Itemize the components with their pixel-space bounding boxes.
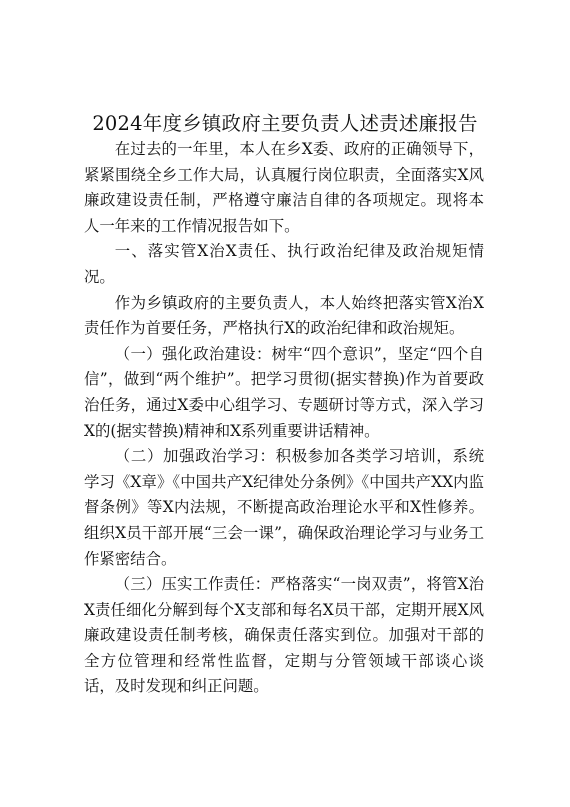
section-heading-one: 一、落实管X治X责任、执行政治纪律及政治规矩情况。 — [84, 242, 484, 286]
paragraph-political-study: （二）加强政治学习：积极参加各类学习培训，系统学习《X章》《中国共产X纪律处分条例》《中国共产XX内监督条例》等X内法规，不断提高政治理论水平和X性修养。组织X员干部开展“三会一课”，确保政治理论学习与业务工作紧密结合。 — [84, 447, 484, 568]
document-title: 2024年度乡镇政府主要负责人述责述廉报告 — [92, 112, 478, 135]
paragraph-political-building: （一）强化政治建设：树牢“四个意识”，坚定“四个自信”，做到“两个维护”。把学习贯彻(据实替换)作为首要政治任务，通过X委中心组学习、专题研讨等方式，深入学习X的(据实替换)精神和X系列重要讲话精神。 — [84, 344, 484, 440]
paragraph-work-responsibility: （三）压实工作责任：严格落实“一岗双责”，将管X治X责任细化分解到每个X支部和每名X员干部，定期开展X风廉政建设责任制考核，确保责任落实到位。加强对干部的全方位管理和经常性监督，定期与分管领域干部谈心谈话，及时发现和纠正问题。 — [84, 575, 484, 696]
paragraph-intro: 在过去的一年里，本人在乡X委、政府的正确领导下，紧紧围绕全乡工作大局，认真履行岗位职责，全面落实X风廉政建设责任制，严格遵守廉洁自律的各项规定。现将本人一年来的工作情况报告如下。 — [84, 140, 484, 235]
document-body — [84, 137, 484, 700]
paragraph-responsibility: 作为乡镇政府的主要负责人，本人始终把落实管X治X责任作为首要任务，严格执行X的政治纪律和政治规矩。 — [84, 293, 484, 338]
